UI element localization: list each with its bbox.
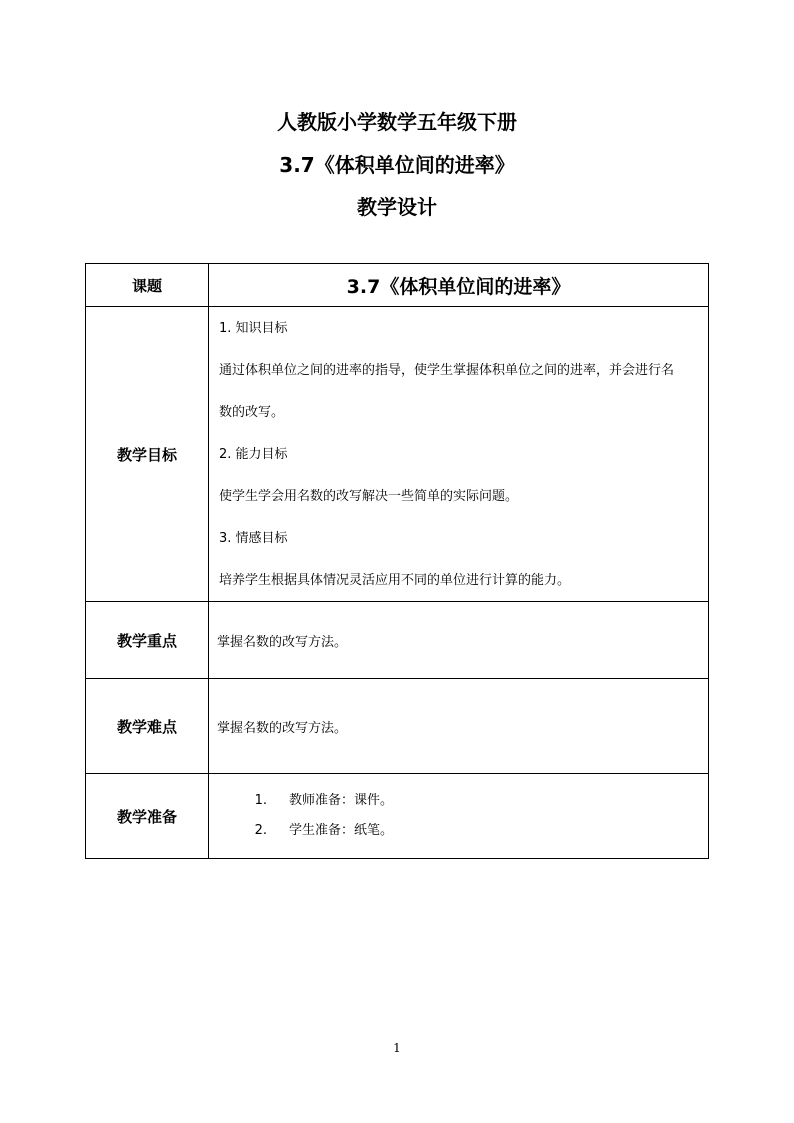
page-number: 1	[393, 1041, 401, 1055]
goal-line: 2. 能力目标	[219, 446, 288, 462]
preparation-row	[86, 774, 709, 859]
lesson-plan-table	[85, 263, 709, 859]
key-points-value: 掌握名数的改写方法。	[209, 602, 709, 679]
difficulties-row	[86, 679, 709, 774]
difficulties-label: 教学难点	[86, 679, 209, 774]
document-title: 人教版小学数学五年级下册	[277, 110, 517, 134]
subject-label: 课题	[86, 264, 209, 307]
goals-row	[86, 307, 709, 602]
key-points-label: 教学重点	[86, 602, 209, 679]
goal-line: 培养学生根据具体情况灵活应用不同的单位进行计算的能力。	[219, 572, 571, 588]
preparation-item-number: 2.	[254, 823, 267, 838]
document-subtitle: 教学设计	[357, 195, 437, 219]
goal-line: 通过体积单位之间的进率的指导，使学生掌握体积单位之间的进率，并会进行名	[219, 362, 675, 378]
preparation-item-number: 1.	[254, 793, 267, 808]
subject-value: 3.7《体积单位间的进率》	[209, 264, 709, 307]
goal-line: 3. 情感目标	[219, 530, 288, 546]
key-points-row	[86, 602, 709, 679]
goals-content	[209, 307, 709, 602]
lesson-title: 3.7《体积单位间的进率》	[279, 153, 515, 177]
goals-label: 教学目标	[86, 307, 209, 602]
preparation-item	[209, 821, 708, 841]
goal-line: 1. 知识目标	[219, 320, 288, 336]
preparation-content	[209, 774, 709, 859]
subject-row	[86, 264, 709, 307]
goal-line: 数的改写。	[219, 404, 285, 420]
difficulties-value: 掌握名数的改写方法。	[209, 679, 709, 774]
preparation-item-text: 学生准备：纸笔。	[289, 823, 394, 838]
preparation-label: 教学准备	[86, 774, 209, 859]
preparation-item-text: 教师准备：课件。	[289, 793, 394, 808]
goal-line: 使学生学会用名数的改写解决一些简单的实际问题。	[219, 488, 519, 504]
preparation-item	[209, 791, 708, 811]
